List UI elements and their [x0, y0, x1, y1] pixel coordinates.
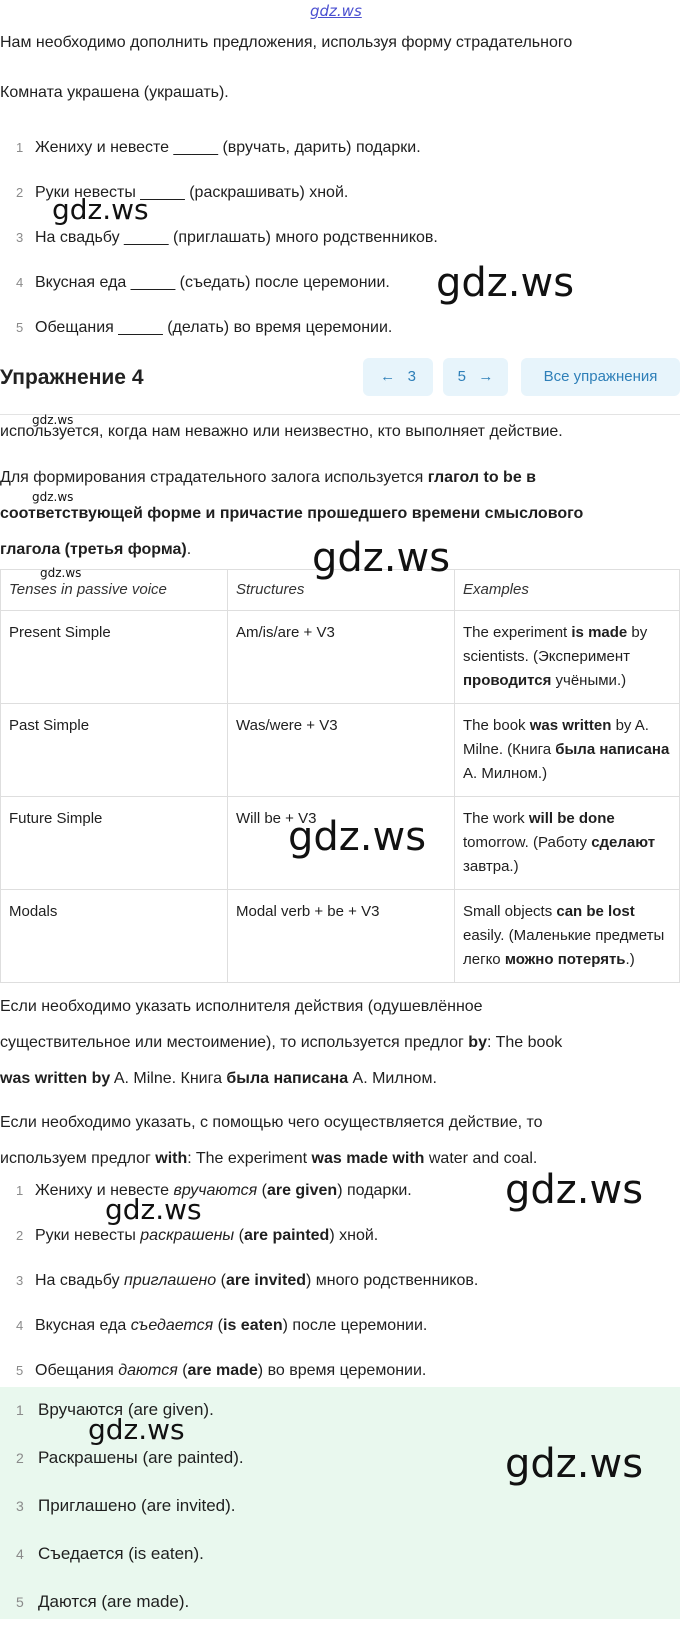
- task-list: [0, 137, 660, 362]
- list-item: [0, 272, 660, 317]
- theory-paragraph: Если необходимо указать исполнителя действия (одушевлённое: [0, 998, 483, 1015]
- exercise-title: Упражнение 4: [0, 366, 144, 389]
- watermark: gdz.ws: [105, 1193, 202, 1226]
- prev-exercise-button[interactable]: [363, 358, 433, 396]
- passive-voice-table: [0, 569, 680, 983]
- list-item: 2 Руки невесты раскрашены (are painted) хной.: [0, 1225, 660, 1270]
- item-number: 4: [16, 1546, 24, 1562]
- item-number: 3: [16, 1498, 24, 1514]
- list-item: [0, 1543, 244, 1591]
- theory-paragraph: используется, когда нам неважно или неизвестно, кто выполняет действие.: [0, 423, 563, 440]
- tense-cell: Future Simple: [1, 797, 228, 890]
- item-number: 4: [16, 1318, 24, 1333]
- item-text: На свадьбу _____ (приглашать) много родственников.: [35, 229, 438, 246]
- item-number: 5: [16, 1594, 24, 1610]
- prev-exercise-label: 3: [407, 368, 416, 385]
- item-number: 3: [16, 1273, 24, 1288]
- answer-text: Съедается (is eaten).: [38, 1544, 204, 1563]
- theory-paragraph: используем предлог with: The experiment was made with water and coal.: [0, 1150, 538, 1167]
- structure-cell: Am/is/are + V3: [228, 611, 455, 704]
- item-number: 2: [16, 185, 24, 200]
- column-header: Examples: [455, 570, 680, 611]
- text: Для формирования страдательного залога используется: [0, 469, 428, 486]
- watermark: gdz.ws: [52, 193, 149, 226]
- table-row: [1, 704, 680, 797]
- list-item: 4 Вкусная еда съедается (is eaten) после церемонии.: [0, 1315, 660, 1360]
- list-item: [0, 137, 660, 182]
- item-text: Жениху и невесте _____ (вручать, дарить) подарки.: [35, 139, 421, 156]
- watermark: gdz.ws: [288, 814, 427, 860]
- answer-text: Даются (are made).: [38, 1592, 190, 1611]
- list-item: [0, 317, 660, 362]
- table-row: [1, 890, 680, 983]
- answer-text: Приглашено (are invited).: [38, 1496, 236, 1515]
- item-text: Вкусная еда _____ (съедать) после церемонии.: [35, 274, 390, 291]
- tense-cell: Past Simple: [1, 704, 228, 797]
- item-text: Обещания _____ (делать) во время церемонии.: [35, 319, 393, 336]
- list-item: 5 Обещания даются (are made) во время церемонии.: [0, 1360, 660, 1405]
- list-item: 3 На свадьбу приглашено (are invited) много родственников.: [0, 1270, 660, 1315]
- task-intro: Нам необходимо дополнить предложения, используя форму страдательного: [0, 34, 573, 51]
- theory-paragraph: [0, 505, 583, 523]
- structure-cell: Modal verb + be + V3: [228, 890, 455, 983]
- watermark: gdz.ws: [32, 413, 74, 427]
- table-row: [1, 611, 680, 704]
- list-item: [0, 227, 660, 272]
- watermark: gdz.ws: [436, 260, 575, 306]
- watermark: gdz.ws: [32, 490, 74, 504]
- watermark: gdz.ws: [40, 566, 82, 580]
- item-number: 5: [16, 1363, 24, 1378]
- text: .: [186, 541, 192, 558]
- example-cell: Small objects can be lost easily. (Маленькие предметы легко можно потерять.): [455, 890, 680, 983]
- answer-text: Вручаются (are given).: [38, 1400, 214, 1419]
- watermark-top: gdz.ws: [310, 2, 362, 20]
- column-header: Structures: [228, 570, 455, 611]
- divider: [0, 414, 680, 415]
- exercise-header: [0, 358, 680, 400]
- arrow-left-icon: ←: [380, 368, 396, 385]
- item-number: 3: [16, 230, 24, 245]
- bold-text: глагола (третья форма): [0, 541, 187, 558]
- structure-cell: Was/were + V3: [228, 704, 455, 797]
- tense-cell: Modals: [1, 890, 228, 983]
- watermark: gdz.ws: [505, 1441, 644, 1487]
- item-number: 1: [16, 140, 24, 155]
- theory-paragraph: существительное или местоимение), то используется предлог by: The book: [0, 1034, 563, 1051]
- item-number: 1: [16, 1402, 24, 1418]
- item-number: 1: [16, 1183, 24, 1198]
- example-cell: The experiment is made by scientists. (Эксперимент проводится учёными.): [455, 611, 680, 704]
- item-text: Руки невесты _____ (раскрашивать) хной.: [35, 184, 349, 201]
- item-number: 5: [16, 320, 24, 335]
- item-number: 2: [16, 1228, 24, 1243]
- table-row: [1, 797, 680, 890]
- item-number: 4: [16, 275, 24, 290]
- theory-paragraph: was written by A. Milne. Книга была написана А. Милном.: [0, 1070, 437, 1087]
- watermark: gdz.ws: [505, 1167, 644, 1213]
- answer-text: Раскрашены (are painted).: [38, 1448, 244, 1467]
- next-exercise-button[interactable]: [443, 358, 508, 396]
- structure-cell: Will be + V3: [228, 797, 455, 890]
- table-header-row: [1, 570, 680, 611]
- theory-paragraph: Если необходимо указать, с помощью чего осуществляется действие, то: [0, 1114, 543, 1131]
- column-header: Tenses in passive voice: [1, 570, 228, 611]
- bold-text: глагол to be в: [427, 469, 536, 486]
- next-exercise-label: 5: [457, 368, 466, 385]
- theory-paragraph: [0, 541, 191, 559]
- bold-text: соответствующей форме и причастие прошедшего времени смыслового: [0, 505, 584, 522]
- theory-paragraph: [0, 469, 536, 487]
- list-item: [0, 1447, 244, 1495]
- list-item: [0, 1591, 244, 1639]
- item-number: 2: [16, 1450, 24, 1466]
- watermark: gdz.ws: [312, 535, 451, 581]
- watermark: gdz.ws: [88, 1413, 185, 1446]
- example-cell: The work will be done tomorrow. (Работу сделают завтра.): [455, 797, 680, 890]
- all-exercises-button[interactable]: Все упражнения: [521, 358, 680, 396]
- list-item: [0, 1495, 244, 1543]
- solution-list: [0, 1180, 660, 1405]
- task-example: Комната украшена (украшать).: [0, 84, 229, 101]
- answer-list: [0, 1399, 244, 1639]
- list-item: 1 Жениху и невесте вручаются (are given) подарки.: [0, 1180, 660, 1225]
- tense-cell: Present Simple: [1, 611, 228, 704]
- list-item: [0, 182, 660, 227]
- arrow-right-icon: →: [478, 368, 494, 385]
- example-cell: The book was written by A. Milne. (Книга была написана А. Милном.): [455, 704, 680, 797]
- list-item: [0, 1399, 244, 1447]
